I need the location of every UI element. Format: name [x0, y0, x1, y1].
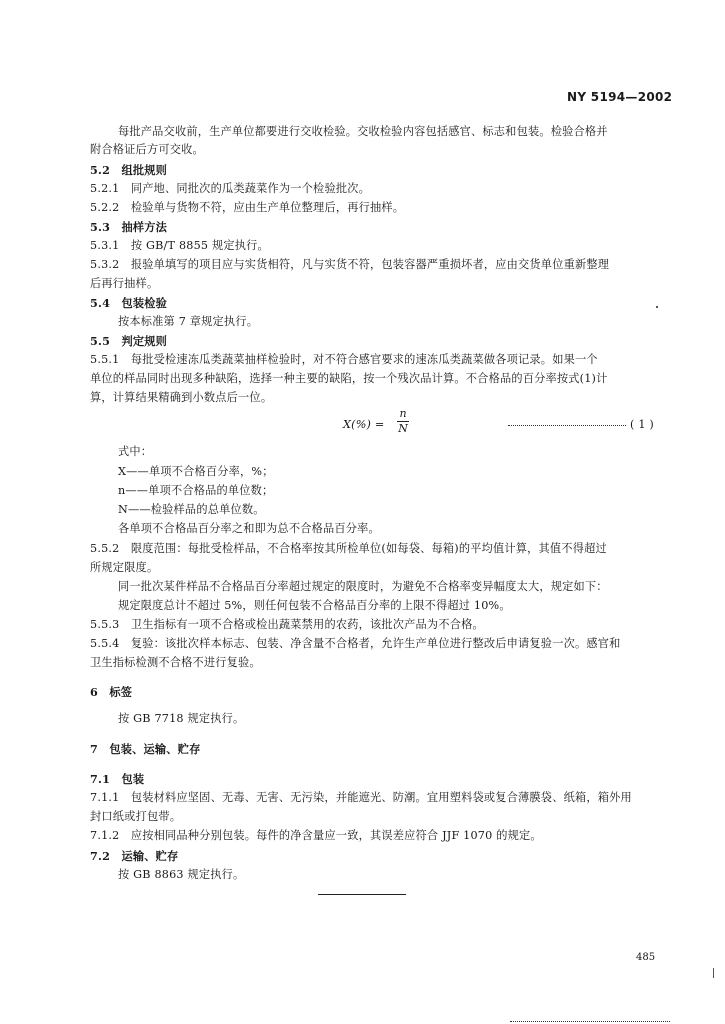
paragraph-line: 同一批次某件样品不合格品百分率超过规定的限度时，为避免不合格率变异幅度太大，规定如下： — [118, 580, 608, 593]
page-number: 485 — [636, 952, 656, 963]
paragraph-line: 式中： — [118, 445, 153, 458]
paragraph-line: 按 GB 8863 规定执行。 — [118, 868, 245, 881]
clause-line: 5.3.2 报验单填写的项目应与实货相符，凡与实货不符，包装容器严重损坏者，应由交货单位重新整理 — [90, 258, 610, 271]
paragraph-line: 后再行抽样。 — [90, 277, 159, 290]
variable-definition: n——单项不合格品的单位数； — [118, 484, 274, 497]
paragraph-line: 算，计算结果精确到小数点后一位。 — [90, 391, 273, 404]
formula-lhs: X(%) = — [343, 418, 385, 431]
formula-fraction — [397, 408, 409, 435]
paragraph-line: 所规定限度。 — [90, 561, 159, 574]
variable-definition: X——单项不合格百分率，%； — [118, 465, 274, 478]
formula-denominator: N — [398, 422, 408, 435]
section-heading: 5.5 判定规则 — [90, 334, 168, 348]
end-rule — [318, 894, 406, 895]
chapter-heading: 6 标签 — [90, 685, 133, 699]
clause-line: 5.5.4 复验：该批次样本标志、包装、净含量不合格者，允许生产单位进行整改后申请复验一次。感官和 — [90, 637, 621, 650]
paragraph-line: 各单项不合格品百分率之和即为总不合格品百分率。 — [118, 522, 380, 535]
section-heading: 7.2 运输、贮存 — [90, 849, 179, 863]
section-heading: 5.2 组批规则 — [90, 163, 168, 177]
clause-line: 5.5.2 限度范围：每批受检样品，不合格率按其所检单位(如每袋、每箱)的平均值计算，其值不得超过 — [90, 542, 607, 555]
variable-definition: N——检验样品的总单位数。 — [118, 503, 265, 516]
clause-line: 5.2.2 检验单与货物不符，应由生产单位整理后，再行抽样。 — [90, 201, 405, 214]
paragraph-line: 卫生指标检测不合格不进行复验。 — [90, 656, 261, 669]
standard-code: NY 5194—2002 — [567, 90, 673, 104]
paragraph-line: 封口纸或打包带。 — [90, 810, 182, 823]
formula-numerator: n — [399, 407, 407, 420]
chapter-heading: 7 包装、运输、贮存 — [90, 742, 201, 756]
section-heading: 5.3 抽样方法 — [90, 220, 168, 234]
equation-number: ( 1 ) — [630, 418, 654, 431]
scan-speck — [656, 306, 658, 308]
clause-line: 7.1.2 应按相同品种分别包装。每件的净含量应一致，其误差应符合 JJF 1070 的规定。 — [90, 829, 542, 842]
leader-dots — [508, 425, 626, 426]
section-heading: 7.1 包装 — [90, 772, 145, 786]
paragraph-line: 单位的样品同时出现多种缺陷，选择一种主要的缺陷，按一个残次品计算。不合格品的百分率按式(1)计 — [90, 372, 608, 385]
clause-line: 7.1.1 包装材料应坚固、无毒、无害、无污染，并能遮光、防潮。宜用塑料袋或复合薄膜袋、纸箱，箱外用 — [90, 791, 632, 804]
paragraph-line: 按 GB 7718 规定执行。 — [118, 712, 245, 725]
paragraph-line: 规定限度总计不超过 5%，则任何包装不合格品百分率的上限不得超过 10%。 — [118, 599, 511, 612]
paragraph-line: 附合格证后方可交收。 — [90, 143, 204, 156]
clause-line: 5.5.1 每批受检速冻瓜类蔬菜抽样检验时，对不符合感官要求的速冻瓜类蔬菜做各项记录。如果一个 — [90, 353, 598, 366]
clause-line: 5.2.1 同产地、同批次的瓜类蔬菜作为一个检验批次。 — [90, 182, 370, 195]
scan-edge-dots — [510, 1021, 670, 1022]
clause-line: 5.5.3 卫生指标有一项不合格或检出蔬菜禁用的农药，该批次产品为不合格。 — [90, 618, 484, 631]
clause-line: 5.3.1 按 GB/T 8855 规定执行。 — [90, 239, 269, 252]
scan-speck — [713, 968, 714, 978]
paragraph-line: 每批产品交收前，生产单位都要进行交收检验。交收检验内容包括感官、标志和包装。检验合格并 — [118, 125, 608, 138]
section-heading: 5.4 包装检验 — [90, 296, 168, 310]
paragraph-line: 按本标准第 7 章规定执行。 — [118, 315, 259, 328]
